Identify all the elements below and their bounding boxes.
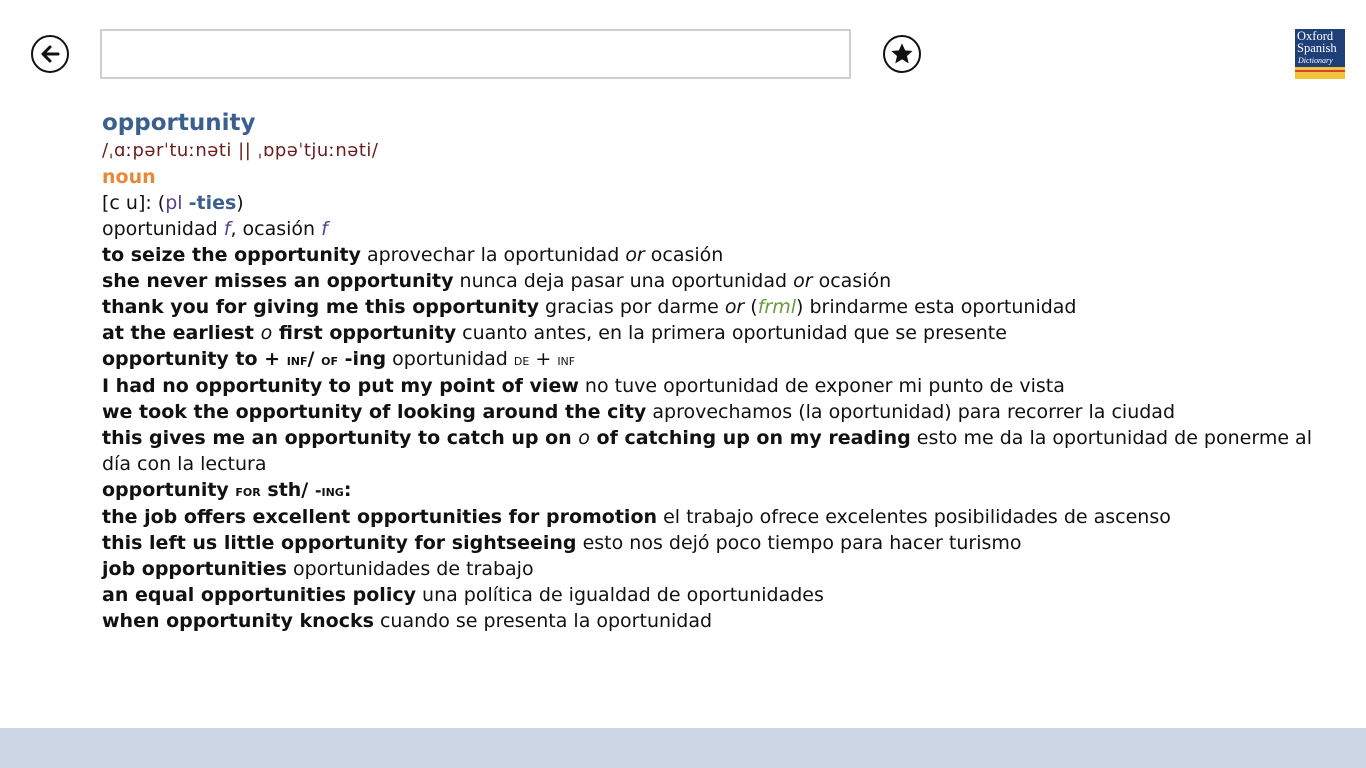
dictionary-entry bbox=[102, 108, 1342, 634]
example-line: to seize the opportunity aprovechar la oportunidad or ocasión bbox=[102, 244, 724, 266]
favorite-button[interactable] bbox=[883, 35, 921, 73]
logo-line-2: Spanish bbox=[1297, 41, 1337, 55]
logo-line-3: Dictionary bbox=[1298, 56, 1333, 65]
example-line: we took the opportunity of looking around the city aprovechamos (la oportunidad) para recorrer la ciudad bbox=[102, 401, 1176, 423]
pronunciation: /ˌɑːpərˈtuːnəti || ˌɒpəˈtjuːnəti/ bbox=[102, 140, 379, 161]
star-icon bbox=[889, 41, 915, 67]
translation-line: oportunidad f, ocasión f bbox=[102, 218, 328, 240]
example-line: the job offers excellent opportunities for promotion el trabajo ofrece excelentes posibilidades de ascenso bbox=[102, 506, 1171, 528]
search-input[interactable] bbox=[100, 29, 851, 79]
part-of-speech: noun bbox=[102, 166, 156, 188]
oxford-dictionary-logo bbox=[1295, 29, 1345, 79]
bottom-app-bar bbox=[0, 728, 1366, 768]
headword: opportunity bbox=[102, 110, 256, 136]
logo-stripe bbox=[1295, 67, 1345, 79]
back-button[interactable] bbox=[31, 35, 69, 73]
example-line: I had no opportunity to put my point of view no tuve oportunidad de exponer mi punto de vista bbox=[102, 375, 1065, 397]
pattern-line: opportunity for sth/ -ing: bbox=[102, 479, 352, 501]
example-line: this left us little opportunity for sightseeing esto nos dejó poco tiempo para hacer turismo bbox=[102, 532, 1022, 554]
example-line: she never misses an opportunity nunca deja pasar una oportunidad or ocasión bbox=[102, 270, 892, 292]
example-line: an equal opportunities policy una política de igualdad de oportunidades bbox=[102, 584, 824, 606]
logo-line-1: Oxford bbox=[1297, 29, 1334, 43]
example-line: job opportunities oportunidades de trabajo bbox=[102, 558, 534, 580]
back-arrow-icon bbox=[39, 43, 61, 65]
example-line: when opportunity knocks cuando se presenta la oportunidad bbox=[102, 610, 713, 632]
example-line: this gives me an opportunity to catch up on o of catching up on my reading esto me da la oportunidad de ponerme al día con la lectura bbox=[102, 427, 1312, 475]
grammar-line: [c u]: (pl -ties) bbox=[102, 192, 244, 214]
pattern-line: opportunity to + inf/ of -ing oportunidad de + inf bbox=[102, 348, 576, 370]
example-line: thank you for giving me this opportunity gracias por darme or (frml) brindarme esta oportunidad bbox=[102, 296, 1077, 318]
example-line: at the earliest o first opportunity cuanto antes, en la primera oportunidad que se presente bbox=[102, 322, 1007, 344]
